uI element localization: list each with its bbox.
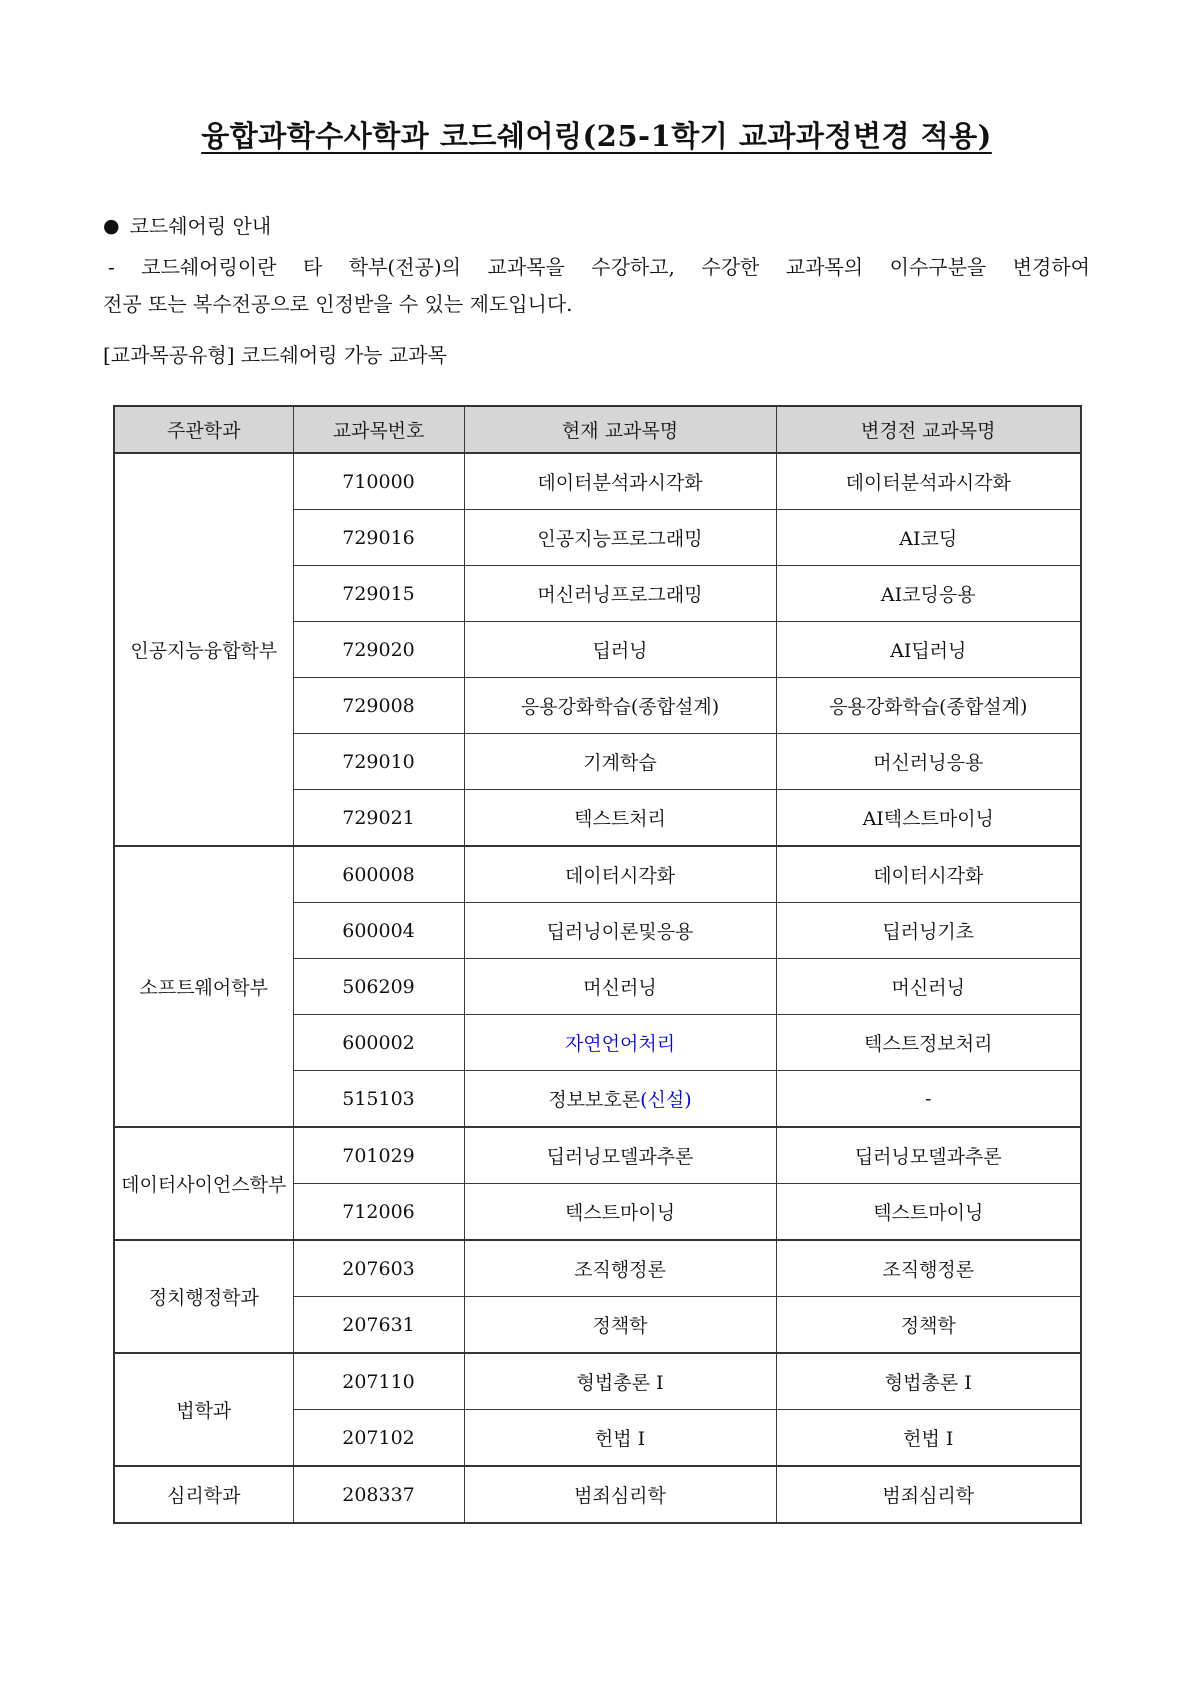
table-row — [114, 1127, 1081, 1184]
course-code-cell: 729008 — [293, 678, 464, 734]
department-cell: 데이터사이언스학부 — [114, 1127, 293, 1240]
previous-name-cell: 데이터분석과시각화 — [776, 453, 1081, 510]
current-name-cell: 머신러닝 — [464, 959, 776, 1015]
course-table-body — [114, 453, 1081, 1523]
previous-name-cell: AI코딩응용 — [776, 566, 1081, 622]
course-code-cell: 207603 — [293, 1240, 464, 1297]
previous-name-cell: 머신러닝응용 — [776, 734, 1081, 790]
course-code-cell: 600002 — [293, 1015, 464, 1071]
current-name-cell: 기계학습 — [464, 734, 776, 790]
course-code-cell: 710000 — [293, 453, 464, 510]
page-title — [103, 0, 1090, 155]
highlighted-text: 자연언어처리 — [564, 1033, 676, 1055]
previous-name-cell: 딥러닝모델과추론 — [776, 1127, 1081, 1184]
header-cell-current-name: 현재 교과목명 — [464, 406, 776, 453]
course-code-cell: 712006 — [293, 1184, 464, 1241]
bullet-icon: ● — [103, 215, 120, 237]
current-name-cell: 조직행정론 — [464, 1240, 776, 1297]
current-name-cell: 머신러닝프로그래밍 — [464, 566, 776, 622]
course-code-cell: 207631 — [293, 1297, 464, 1354]
current-name-cell: 범죄심리학 — [464, 1466, 776, 1523]
current-name-cell: 응용강화학습(종합설계) — [464, 678, 776, 734]
notice-heading-text: 코드쉐어링 안내 — [129, 214, 272, 238]
current-name-cell — [464, 1071, 776, 1128]
current-name-cell: 텍스트처리 — [464, 790, 776, 847]
current-name-cell: 헌법 I — [464, 1410, 776, 1467]
course-code-cell: 600008 — [293, 846, 464, 903]
course-code-cell: 701029 — [293, 1127, 464, 1184]
course-code-cell: 729010 — [293, 734, 464, 790]
previous-name-cell: 형법총론 I — [776, 1353, 1081, 1410]
course-table — [113, 405, 1082, 1524]
header-cell-course-code: 교과목번호 — [293, 406, 464, 453]
course-code-cell: 729021 — [293, 790, 464, 847]
previous-name-cell: 딥러닝기초 — [776, 903, 1081, 959]
course-code-cell: 207102 — [293, 1410, 464, 1467]
table-row — [114, 1353, 1081, 1410]
department-cell: 인공지능융합학부 — [114, 453, 293, 846]
previous-name-cell: 머신러닝 — [776, 959, 1081, 1015]
previous-name-cell: - — [776, 1071, 1081, 1128]
previous-name-cell: 헌법 I — [776, 1410, 1081, 1467]
course-code-cell: 600004 — [293, 903, 464, 959]
department-cell: 심리학과 — [114, 1466, 293, 1523]
previous-name-cell: AI코딩 — [776, 510, 1081, 566]
header-cell-department: 주관학과 — [114, 406, 293, 453]
previous-name-cell: AI딥러닝 — [776, 622, 1081, 678]
previous-name-cell: 범죄심리학 — [776, 1466, 1081, 1523]
course-code-cell: 207110 — [293, 1353, 464, 1410]
previous-name-cell: 정책학 — [776, 1297, 1081, 1354]
course-code-cell: 729020 — [293, 622, 464, 678]
current-name-cell: 데이터시각화 — [464, 846, 776, 903]
course-table-header — [114, 406, 1081, 453]
course-code-cell: 729016 — [293, 510, 464, 566]
header-row — [114, 406, 1081, 453]
table-row — [114, 1466, 1081, 1523]
previous-name-cell: 텍스트마이닝 — [776, 1184, 1081, 1241]
previous-name-cell: 데이터시각화 — [776, 846, 1081, 903]
page-title-text: 융합과학수사학과 코드쉐어링(25-1학기 교과과정변경 적용) — [201, 119, 992, 153]
current-name-cell: 딥러닝모델과추론 — [464, 1127, 776, 1184]
department-cell: 정치행정학과 — [114, 1240, 293, 1353]
current-name-cell: 인공지능프로그래밍 — [464, 510, 776, 566]
current-name-cell: 정책학 — [464, 1297, 776, 1354]
course-code-cell: 729015 — [293, 566, 464, 622]
current-name-cell: 딥러닝이론및응용 — [464, 903, 776, 959]
current-name-cell: 텍스트마이닝 — [464, 1184, 776, 1241]
notice-heading — [103, 211, 1090, 241]
course-code-cell: 506209 — [293, 959, 464, 1015]
previous-name-cell: 응용강화학습(종합설계) — [776, 678, 1081, 734]
header-cell-previous-name: 변경전 교과목명 — [776, 406, 1081, 453]
previous-name-cell: AI텍스트마이닝 — [776, 790, 1081, 847]
department-cell: 소프트웨어학부 — [114, 846, 293, 1127]
department-cell: 법학과 — [114, 1353, 293, 1466]
current-name-cell: 데이터분석과시각화 — [464, 453, 776, 510]
section-label: [교과목공유형] 코드쉐어링 가능 교과목 — [103, 343, 447, 367]
previous-name-cell: 텍스트정보처리 — [776, 1015, 1081, 1071]
table-row — [114, 453, 1081, 510]
previous-name-cell: 조직행정론 — [776, 1240, 1081, 1297]
plain-text: 정보보호론 — [548, 1089, 641, 1111]
current-name-cell: 형법총론 I — [464, 1353, 776, 1410]
course-code-cell: 515103 — [293, 1071, 464, 1128]
table-row — [114, 846, 1081, 903]
table-row — [114, 1240, 1081, 1297]
course-code-cell: 208337 — [293, 1466, 464, 1523]
current-name-cell — [464, 1015, 776, 1071]
notice-line-2: 전공 또는 복수전공으로 인정받을 수 있는 제도입니다. — [103, 292, 573, 316]
notice-line-1: - 코드쉐어링이란 타 학부(전공)의 교과목을 수강하고, 수강한 교과목의 이수구분을 변경하여 — [108, 255, 1090, 279]
highlighted-text: (신설) — [640, 1089, 692, 1111]
current-name-cell: 딥러닝 — [464, 622, 776, 678]
